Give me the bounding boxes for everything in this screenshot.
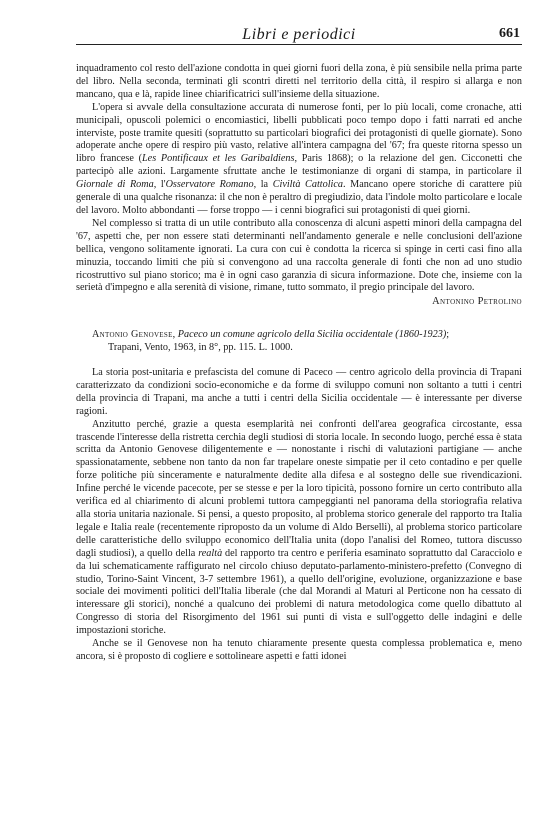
section-spacer <box>76 355 522 367</box>
page-number: 661 <box>499 26 520 41</box>
running-header <box>76 20 522 45</box>
review2-paragraph-3: Anche se il Genovese non ha tenuto chiaramente presente questa complessa problematica e, meno ancora, si è proposto di cogliere e sottolineare aspetti e fatti idonei <box>76 638 522 662</box>
emphasized-word: realtà <box>198 547 223 559</box>
page-body <box>76 63 522 664</box>
running-title: Libri e periodici <box>242 26 356 43</box>
reference-publication: Trapani, Vento, 1963, in 8°, pp. 115. L. 1000. <box>108 342 293 354</box>
reviewer-signature: Antonino Petrolino <box>432 296 522 308</box>
text-run: Anzitutto perché, grazie a questa esemplarità nei confronti dell'area geografica circostante, essa trascende l'interesse della ristretta cerchia degli studiosi di storia locale. In secondo luogo, perché essa è stata scritta da Antonio Genovese diligentemente e — nonostante i rischi di valutazioni partigiane — anche spassionatamente, sebbene non tanto da non far trapelare oneste simpatie per il ceto contadino e per quelle forze politiche più sinceramente e naturalmente dedite alla difesa e al sostegno delle sue rivendicazioni. Infine perché le vicende pacecote, per se stesse e per la loro tipicità, possono fornire un certo contributo alla verifica ed al chiarimento di alcuni problemi tuttora campeggianti nel panorama della storiografia relativa alla storia unitaria nazionale. Si pensi, a questo proposito, al problema storico generale del rapporto tra Italia legale e Italia reale (recentemente riproposto da un volume di Aldo Berselli), al problema storico particolare delle caratteristiche dello sviluppo economico dell'Italia unita (dopo l'analisi del Romeo, tuttora discusso dagli studiosi), a quello della <box>76 418 522 559</box>
review2-book-reference <box>76 329 522 355</box>
text-run: , Paris 1868); o la relazione del gen. Cicconetti che partecipò alle azioni. Largamente sfruttate anche le testimonianze di organi di stampa, in particolare il <box>76 153 522 178</box>
cited-newspaper-title: Osservatore Romano <box>165 179 254 191</box>
review1-paragraph-3: Nel complesso si tratta di un utile contributo alla conoscenza di alcuni aspetti minori della campagna del '67, aspetti che, per non essere stati determinanti nell'andamento generale e nelle conclusioni dell'azione bellica, vengono solitamente ignorati. La cura con cui è condotta la ricerca si spinge in certi casi fino alla minuzia, toccando limiti che più si convengono ad una raccolta generale di fonti che non ad uno studio ricostruttivo sul piano storico; ma è in ogni caso garanzia di sicura informazione. Dote che, insieme con la serietà d'impegno e alla serenità di visione, rimane, tutto sommato, il pregio principale del lavoro. <box>76 217 522 294</box>
review1-paragraph-1: inquadramento col resto dell'azione condotta in quei giorni fuori della zona, è più sensibile nella prima parte del libro. Nella seconda, terminati gli scontri diretti nel territorio della città, il respiro si allarga e non mancano, qua e là, rapide linee chiarificatrici sull'insieme della situazione. <box>76 63 522 100</box>
text-run: , la <box>253 179 273 191</box>
review2-paragraph-1: La storia post-unitaria e prefascista del comune di Paceco — centro agricolo della provincia di Trapani caratterizzato da condizioni socio-economiche e da forme di sviluppo comuni non soltanto a tutti i centri della provincia di Trapani, ma anche a tutti i centri della Sicilia occidentale — è interessante per diverse ragioni. <box>76 367 522 417</box>
cited-journal-title: Civiltà Cattolica <box>272 179 343 191</box>
review2-paragraph-2 <box>76 419 522 638</box>
cited-book-title: Les Pontificaux et les Garibaldiens <box>142 153 295 165</box>
section-spacer <box>76 309 522 329</box>
text-run: . Mancano opere storiche di carattere più generale di una qualche risonanza: il che non è peraltro di pregiudizio, data l'indole molto particolare e locale del lavoro. Molto abbondanti — forse troppo — i cenni biografici sui protagonisti di quei giorni. <box>76 179 523 216</box>
reference-separator: , <box>172 329 178 341</box>
reference-punctuation: ; <box>446 329 450 341</box>
text-run: , l' <box>153 179 166 191</box>
reference-title: Paceco un comune agricolo della Sicilia occidentale (1860-1923) <box>177 329 447 341</box>
reference-author: Antonio Genovese <box>92 329 173 341</box>
text-run: del rapporto tra centro e periferia esaminato soprattutto dal Caracciolo e da lui schematicamente raffigurato nel circolo chiuso deputato-parlamento-ministero-prefetto (Convegno di studio, Torino-Saint Vincent, 3-7 settembre 1961), a quello dell'origine, evoluzione, organizzazione e base sociale dei movimenti politici dell'Italia liberale (che dal Morandi al Maturi al Perticone non ha cessato di interessare gli storici), nonché a qualcuno dei problemi di natura metodologica come quello dibattuto al Congresso di storia del Risorgimento del 1961 sui punti di vista e sull'oggetto delle indagini e delle impostazioni storiche. <box>76 547 522 637</box>
cited-newspaper-title: Giornale di Roma <box>76 179 154 191</box>
text-run: L'opera si avvale della consultazione accurata di numerose fonti, per lo più locali, come cronache, atti municipali, opuscoli polemici o encomiastici, libelli pubblicati poco tempo dopo i fatti narrati ed anche interviste, poste tramite quesiti (soprattutto su particolari biografici dei protagonisti di quelle giornate). Sono adoperate anche opere di respiro più vasto, relative all'intera campagna del '67; fra queste ritorna spesso un libro francese ( <box>76 101 522 165</box>
review1-paragraph-2 <box>76 102 522 218</box>
